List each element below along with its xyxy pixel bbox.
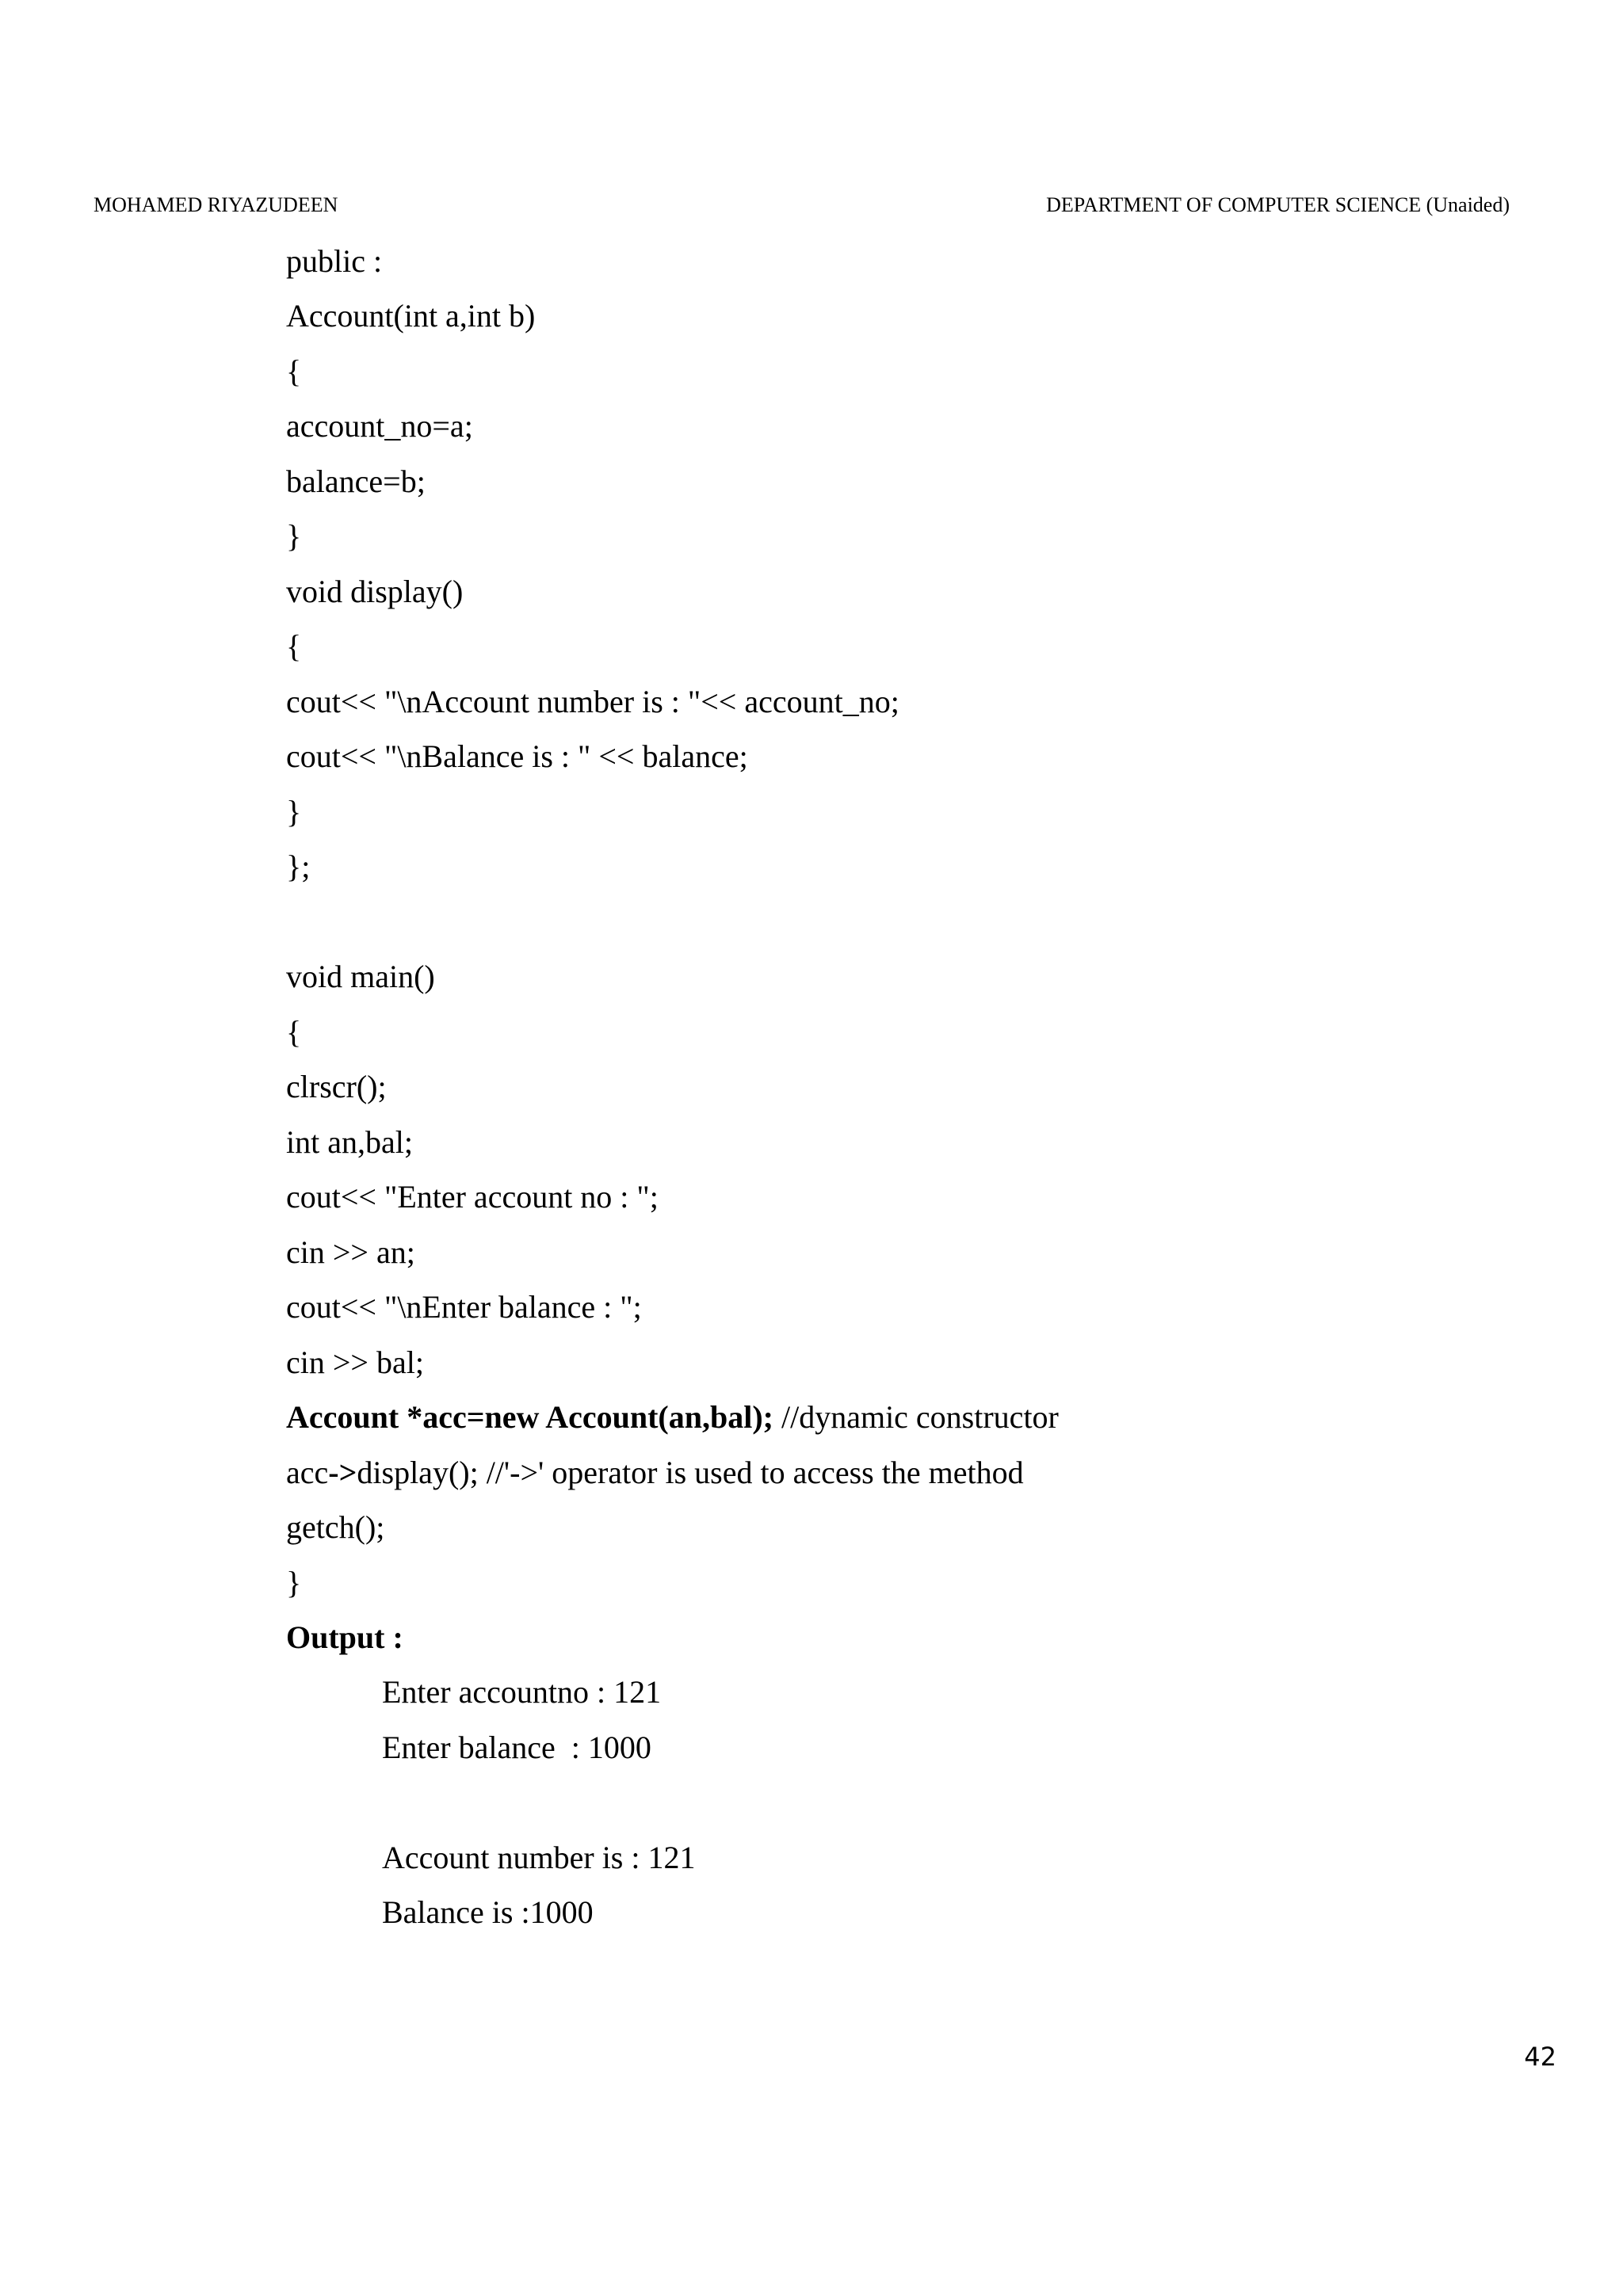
code-line: { [286,1014,302,1050]
code-line: public : [286,243,383,279]
code-object: acc [286,1455,329,1490]
output-line: Balance is :1000 [382,1894,594,1930]
output-heading: Output : [286,1619,403,1655]
code-method-call: display(); //'->' operator is used to access the method [357,1455,1024,1490]
code-line: { [286,353,302,389]
header-department: DEPARTMENT OF COMPUTER SCIENCE (Unaided) [1046,193,1510,216]
code-line: { [286,628,302,664]
code-line: Account(int a,int b) [286,298,536,334]
code-line: } [286,794,302,830]
code-line: cout<< "\nBalance is : " << balance; [286,738,748,774]
output-line: Enter accountno : 121 [382,1674,662,1710]
code-line: cin >> an; [286,1234,415,1270]
code-line: int an,bal; [286,1124,413,1160]
code-line: cout<< "\nEnter balance : "; [286,1289,642,1325]
code-line: clrscr(); [286,1069,387,1104]
code-line: cin >> bal; [286,1344,424,1380]
code-line: balance=b; [286,463,426,499]
header-author: MOHAMED RIYAZUDEEN [94,193,338,216]
code-line: cout<< "Enter account no : "; [286,1179,659,1215]
code-line: void display() [286,574,464,609]
output-line: Enter balance : 1000 [382,1730,651,1765]
code-line-arrow-operator [286,1454,1024,1492]
code-line: account_no=a; [286,408,473,444]
code-statement-bold: Account *acc=new Account(an,bal); [286,1399,773,1435]
code-line: } [286,518,302,554]
code-line: void main() [286,959,435,994]
code-line: cout<< "\nAccount number is : "<< account_no; [286,684,899,719]
code-arrow-operator: -> [328,1455,357,1490]
code-line: getch(); [286,1509,385,1545]
code-line: } [286,1565,302,1600]
code-comment: //dynamic constructor [773,1399,1059,1435]
output-line: Account number is : 121 [382,1840,696,1875]
page-number: 42 [1524,2042,1556,2072]
code-line-dynamic-constructor [286,1398,1059,1436]
code-line: }; [286,849,311,884]
